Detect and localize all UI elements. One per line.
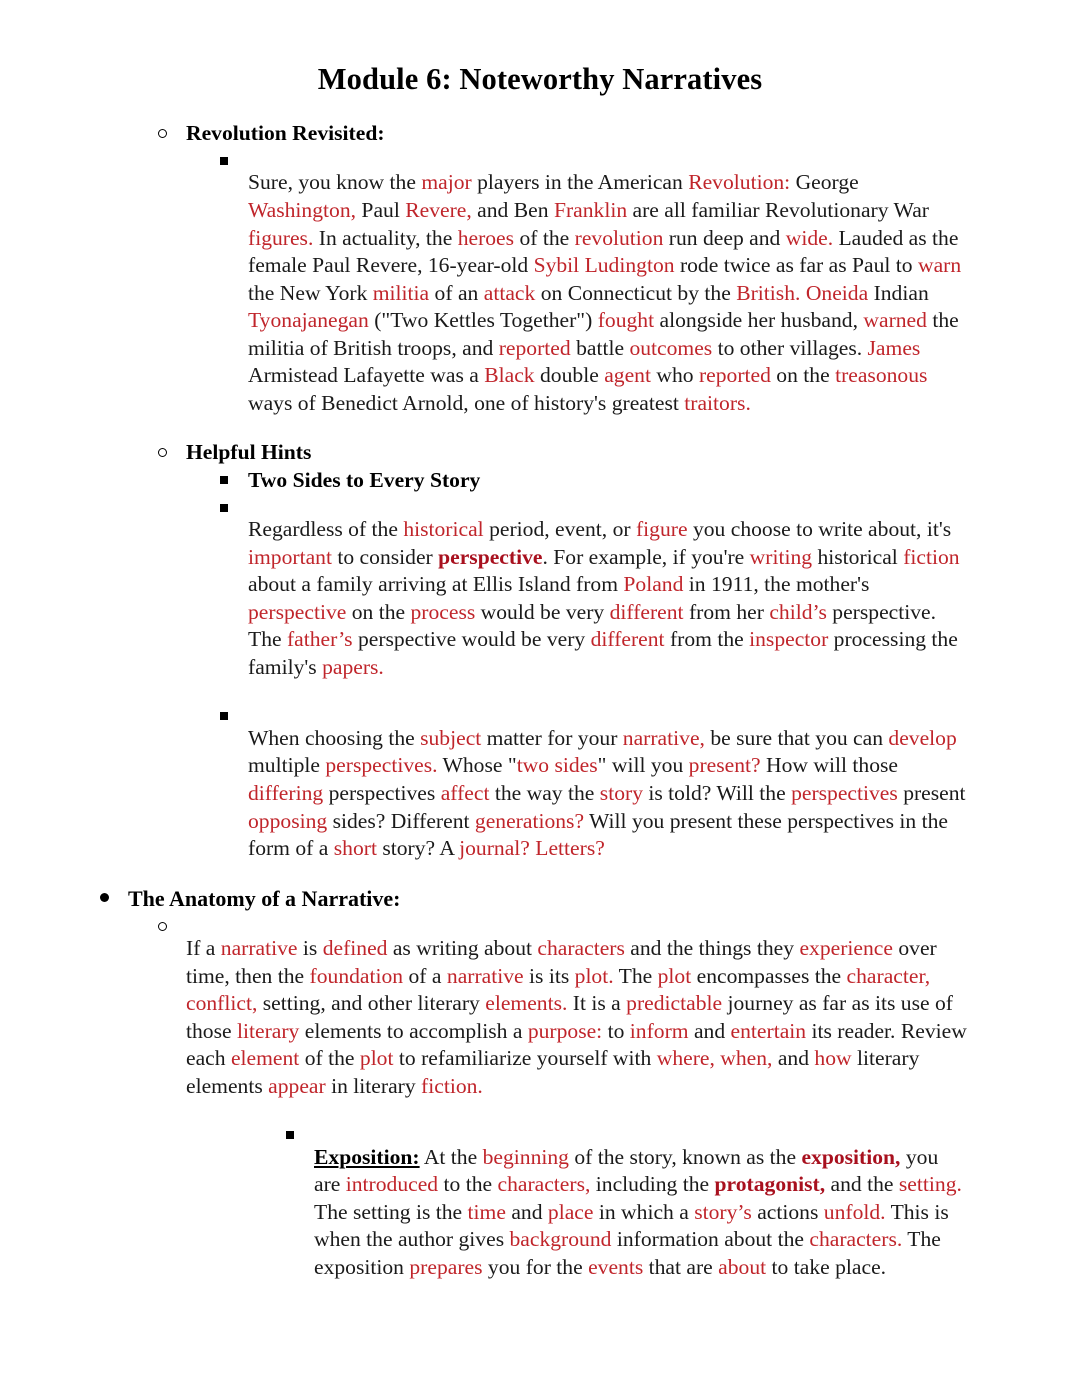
paragraph-perspective: Regardless of the historical period, event, or figure you choose to write about, it's important to consider perspective. For example, if you're writing historical fiction about a family arriving at Ellis Island from Poland in 1911, the mother's perspective on the process would be very different from her child’s perspective. The father’s perspective would be very different from the inspector processing the family's papers. [248,517,960,679]
paragraph-revolution: Sure, you know the major players in the American Revolution: George Washington, Paul Revere, and Ben Franklin are all familiar Revolutionary War figures. In actuality, the heroes of the revolution run deep and wide. Lauded as the female Paul Revere, 16-year-old Sybil Ludington rode twice as far as Paul to warn the New York militia of an attack on Connecticut by the British. Oneida Indian Tyonajanegan ("Two Kettles Together") fought alongside her husband, warned the militia of British troops, and reported battle outcomes to other villages. James Armistead Lafayette was a Black double agent who reported on the treasonous ways of Benedict Arnold, one of history's greatest traitors. [248,170,962,416]
list-item-two-sides-heading [0,467,1080,495]
heading-revolution-revisited: Revolution Revisited: [186,121,385,146]
list-item-perspective-paragraph [0,494,1080,703]
heading-helpful-hints: Helpful Hints [186,440,312,465]
list-item-anatomy [0,884,1080,913]
paragraph-plot: If a narrative is defined as writing about characters and the things they experience over time, then the foundation of a narrative is its plot. The plot encompasses the character, conflict, setting, and other literary elements. It is a predictable journey as far as its use of those literary elements to accomplish a purpose: to inform and entertain its reader. Review each element of the plot to refamiliarize yourself with where, when, and how literary elements appear in literary fiction. [186,935,967,1098]
hollow-circle-bullet-icon [0,913,186,941]
paragraph-subject-matter: When choosing the subject matter for your narrative, be sure that you can develop multiple perspectives. Whose "two sides" will you present? How will those differing perspectives affect the way the story is told? Will the perspectives present opposing sides? Different generations? Will you present these perspectives in the form of a short story? A journal? Letters? [248,725,966,861]
list-item-revolution-paragraph [0,148,1080,440]
list-item-exposition-paragraph [0,1122,1080,1303]
subheading-two-sides: Two Sides to Every Story [248,467,481,492]
filled-square-bullet-icon [0,1122,314,1150]
filled-square-bullet-icon [0,148,248,176]
filled-square-bullet-icon [0,494,248,522]
list-item-revolution-revisited [0,120,1080,148]
list-item-plot-paragraph [0,913,1080,1122]
outline-content [0,120,1080,1303]
list-item-helpful-hints [0,439,1080,467]
filled-square-bullet-icon [0,703,248,731]
hollow-circle-bullet-icon [0,439,186,467]
filled-square-bullet-icon [0,467,248,495]
filled-circle-bullet-icon [0,884,128,912]
page-title: Module 6: Noteworthy Narratives [317,62,763,96]
paragraph-exposition: Exposition: At the beginning of the story, known as the exposition, you are introduced to the characters, including the protagonist, and the setting. The setting is the time and place in which a story’s actions unfold. This is when the author gives background information about the characters. The exposition prepares you for the events that are about to take place. [314,1144,962,1280]
list-item-subject-paragraph [0,703,1080,884]
hollow-circle-bullet-icon [0,120,186,148]
heading-anatomy-of-a-narrative: The Anatomy of a Narrative: [128,886,401,912]
